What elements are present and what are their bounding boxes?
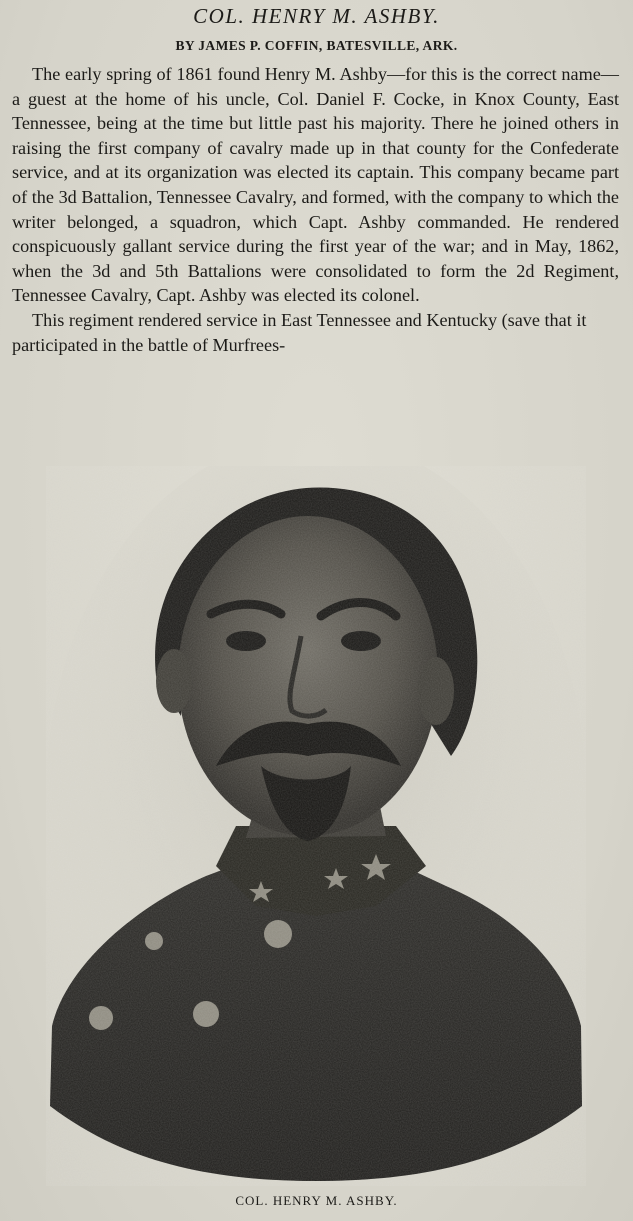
portrait-caption: COL. HENRY M. ASHBY. <box>235 1193 398 1208</box>
body-paragraph: The early spring of 1861 found Henry M. Ashby—for this is the correct name—a guest at the home of his uncle, Col. Daniel F. Cocke, in Knox County, East Tennessee, being at the time but little past his majority. There he joined others in raising the first company of cavalry made up in that county for the Confederate service, and at its organization was elected its captain. This company became part of the 3d Battalion, Tennessee Cavalry, and formed, with the company to which the writer belonged, a squadron, which Capt. Ashby commanded. He rendered conspicuously gallant service during the first year of the war; and in May, 1862, when the 3d and 5th Battalions were consolidated to form the 2d Regiment, Tennessee Cavalry, Capt. Ashby was elected its colonel. <box>12 64 619 306</box>
article-title: COL. HENRY M. ASHBY. <box>193 4 440 28</box>
article-byline: BY JAMES P. COFFIN, BATESVILLE, ARK. <box>175 38 458 53</box>
article-body <box>12 62 619 357</box>
body-paragraph: This regiment rendered service in East Tennessee and Kentucky (save that it participated in the battle of Murfrees- <box>12 309 587 355</box>
portrait-photo <box>46 466 586 1186</box>
